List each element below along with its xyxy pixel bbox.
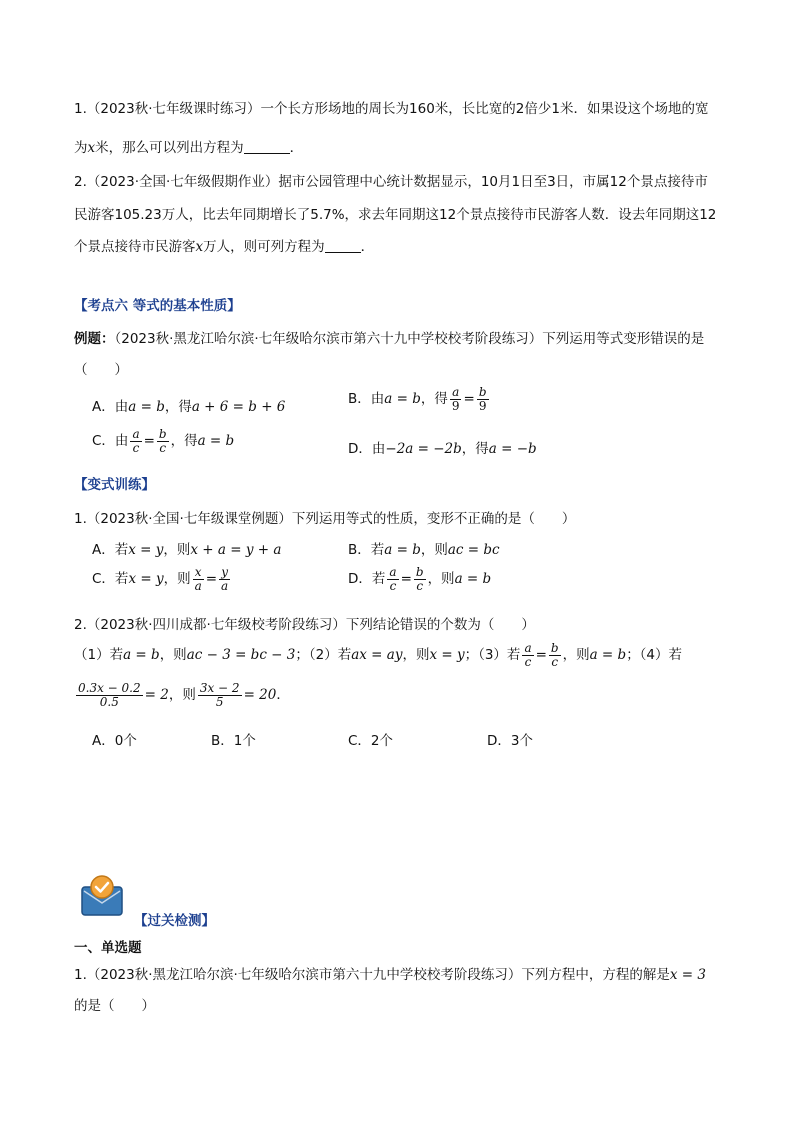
math: a = b <box>384 391 421 408</box>
q1-text-a: 为 <box>74 140 88 156</box>
math: x = y <box>128 542 164 558</box>
q2-text-b: 万人，则可列方程为 <box>203 239 325 255</box>
fraction: $\frac{3x - 2}{5}$ <box>199 681 240 709</box>
math: a = b <box>454 571 492 588</box>
stmt-text: ，则 <box>402 647 430 664</box>
fraction: $\frac{b}{c}$ <box>158 427 167 455</box>
example-paren: （ ） <box>74 362 128 378</box>
example-option-a[interactable] <box>92 395 285 415</box>
section-six-heading: 【考点六 等式的基本性质】 <box>74 298 241 314</box>
q2-answer-blank[interactable] <box>325 240 361 253</box>
variant-q2-option-b[interactable]: B．1个 <box>211 733 256 749</box>
stmt-text: ，则 <box>562 647 590 664</box>
math: a + 6 = b + 6 <box>191 399 286 415</box>
variant-q2-statements-line1 <box>74 642 682 668</box>
option-label: D．若 <box>348 571 386 588</box>
stmt-text: ；（4）若 <box>626 647 683 664</box>
q1-end: ． <box>289 140 304 156</box>
fill-question-2-line1: 2.（2023·全国·七年级假期作业）据市公园管理中心统计数据显示，10月1日至3日，市属12个景点接待市 <box>74 174 708 190</box>
equals: = <box>400 571 412 588</box>
math: −2a = −2b <box>385 441 462 457</box>
variant-q2-statements-line2 <box>74 682 290 708</box>
equals: = <box>143 433 155 450</box>
option-text: ，则 <box>427 571 455 588</box>
fraction: $\frac{a}{9}$ <box>451 385 460 413</box>
math: a = b <box>384 542 421 558</box>
q2-text-a: 个景点接待市民游客 <box>74 239 196 255</box>
checkpoint-heading: 【过关检测】 <box>134 913 215 929</box>
fraction: $\frac{0.3x - 0.2}{0.5}$ <box>78 681 141 709</box>
fraction: $\frac{y}{a}$ <box>221 565 229 593</box>
variant-q1-option-b[interactable] <box>348 538 500 558</box>
fraction: $\frac{b}{9}$ <box>478 385 487 413</box>
fraction: $\frac{b}{c}$ <box>415 565 424 593</box>
stmt-text: ，则 <box>159 647 187 664</box>
fill-question-2-line2: 民游客105.23万人，比去年同期增长了5.7%，求去年同期这12个景点接待市民游客人数．设去年同期这12 <box>74 207 717 223</box>
fraction: $\frac{a}{c}$ <box>132 427 140 455</box>
equals: = <box>535 647 547 664</box>
variant-q1-option-c[interactable] <box>92 566 232 592</box>
math: x = y <box>128 571 164 588</box>
option-text: ，得 <box>170 433 198 450</box>
equals: = <box>463 391 475 408</box>
math: x = 3 <box>669 967 706 983</box>
option-label: D．由 <box>348 441 386 457</box>
example-option-b[interactable] <box>348 386 491 412</box>
stmt-end: ． <box>276 687 290 704</box>
q1-answer-blank[interactable] <box>244 141 290 154</box>
variant-q1-option-d[interactable] <box>348 566 491 592</box>
single-choice-section: 一、单选题 <box>74 940 142 956</box>
option-label: B．若 <box>348 542 385 558</box>
fraction: $\frac{a}{c}$ <box>524 641 532 669</box>
q1-var: x <box>87 140 96 156</box>
example-label: 例题： <box>74 331 115 347</box>
variant-q2-option-c[interactable]: C．2个 <box>348 733 394 749</box>
option-label: C．若 <box>92 571 129 588</box>
option-label: B．由 <box>348 391 385 408</box>
fill-question-1-line2 <box>74 136 303 156</box>
option-text: ，则 <box>163 571 191 588</box>
variant-q1-option-a[interactable] <box>92 538 281 558</box>
fraction: $\frac{b}{c}$ <box>550 641 559 669</box>
math: a = −b <box>488 441 537 457</box>
variant-question-2: 2.（2023秋·四川成都·七年级校考阶段练习）下列结论错误的个数为（ ） <box>74 617 535 633</box>
question-text: 1.（2023秋·黑龙江哈尔滨·七年级哈尔滨市第六十九中学校校考阶段练习）下列方程中，方程的解是 <box>74 967 670 983</box>
math: a = b <box>123 647 160 664</box>
option-label: C．由 <box>92 433 129 450</box>
option-text: ，得 <box>420 391 448 408</box>
variant-question-1: 1.（2023秋·全国·七年级课堂例题）下列运用等式的性质，变形不正确的是（ ） <box>74 511 576 527</box>
checkpoint-question-1-line2: 的是（ ） <box>74 998 155 1014</box>
math: a = b <box>128 399 165 415</box>
q2-var: x <box>195 239 204 255</box>
example-option-d[interactable] <box>348 437 537 457</box>
fill-question-2-line3 <box>74 235 374 255</box>
q1-text-b: 米，那么可以列出方程为 <box>95 140 244 156</box>
checkpoint-question-1-line1 <box>74 963 706 983</box>
stmt-text: ，则 <box>168 687 196 704</box>
example-line <box>74 327 704 347</box>
math: ac − 3 = bc − 3 <box>186 647 296 664</box>
q2-end: ． <box>360 239 375 255</box>
option-text: ，则 <box>163 542 191 558</box>
math: a = b <box>589 647 627 664</box>
option-label: A．若 <box>92 542 129 558</box>
math: x = y <box>429 647 465 664</box>
variant-q2-option-a[interactable]: A．0个 <box>92 733 137 749</box>
example-option-c[interactable] <box>92 428 234 454</box>
stmt-text: （1）若 <box>74 647 124 664</box>
equals: = 20 <box>243 687 277 704</box>
stmt-text: ；（3）若 <box>464 647 521 664</box>
equals: = <box>205 571 218 588</box>
checkmark-badge-icon <box>80 873 124 917</box>
variant-q2-option-d[interactable]: D．3个 <box>487 733 533 749</box>
math: ac = bc <box>447 542 500 558</box>
fraction: $\frac{a}{c}$ <box>389 565 397 593</box>
math: a = b <box>197 433 235 450</box>
example-text: （2023秋·黑龙江哈尔滨·七年级哈尔滨市第六十九中学校校考阶段练习）下列运用等式变形错误的是 <box>114 331 705 347</box>
fraction: $\frac{x}{a}$ <box>194 565 202 593</box>
math: x + a = y + a <box>190 542 282 558</box>
equals: = 2 <box>144 687 169 704</box>
fill-question-1-line1: 1.（2023秋·七年级课时练习）一个长方形场地的周长为160米，长比宽的2倍少1米．如果设这个场地的宽 <box>74 101 709 117</box>
option-text: ，则 <box>420 542 448 558</box>
variant-training-heading: 【变式训练】 <box>74 477 155 493</box>
option-text: ，得 <box>461 441 489 457</box>
math: ax = ay <box>351 647 403 664</box>
stmt-text: ；（2）若 <box>295 647 352 664</box>
option-label: A．由 <box>92 399 129 415</box>
option-text: ，得 <box>164 399 192 415</box>
